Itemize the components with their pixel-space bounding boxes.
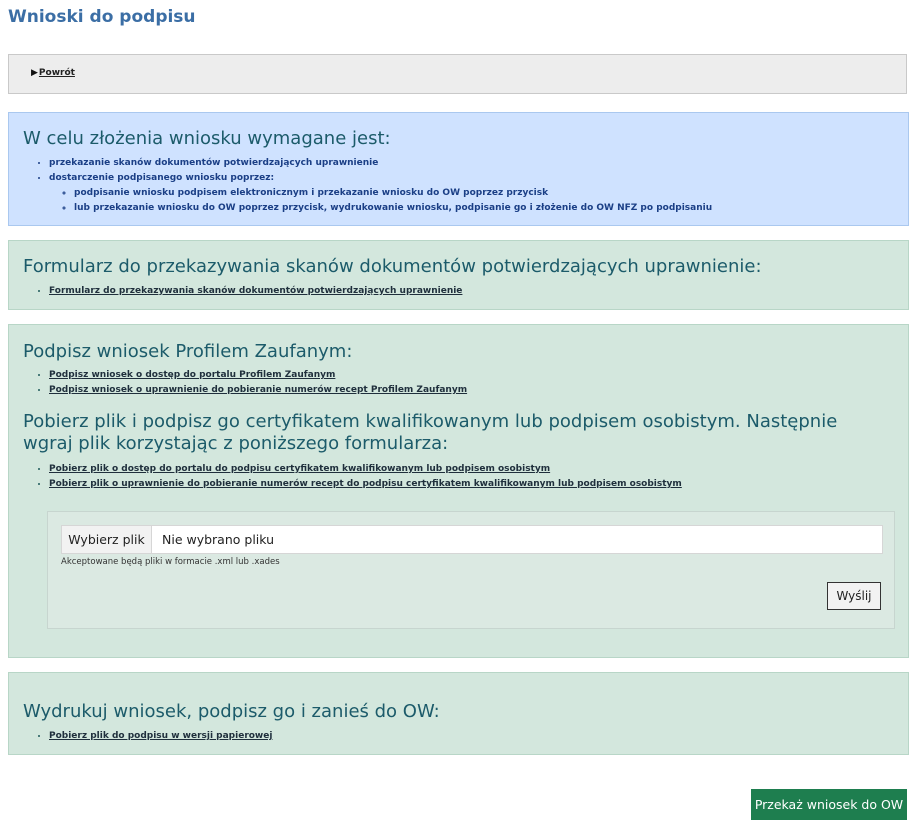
trusted-profile-portal-link[interactable]: Podpisz wniosek o dostęp do portalu Profilem Zaufanym <box>49 370 336 380</box>
list-item: • przekazanie skanów dokumentów potwierdzających uprawnienie <box>49 156 712 171</box>
file-format-hint: Akceptowane będą pliki w formacie .xml lub .xades <box>61 557 280 567</box>
requirements-panel <box>8 112 909 226</box>
choose-file-button[interactable]: Wybierz plik <box>62 526 152 553</box>
paper-links <box>23 729 272 744</box>
scan-form-link[interactable]: Formularz do przekazywania skanów dokumentów potwierdzających uprawnienie <box>49 286 463 296</box>
send-button[interactable]: Wyślij <box>827 582 881 610</box>
paper-heading: Wydrukuj wniosek, podpisz go i zanieś do OW: <box>23 701 440 722</box>
requirements-list <box>23 156 712 216</box>
list-item <box>49 171 712 216</box>
trusted-profile-heading: Podpisz wniosek Profilem Zaufanym: <box>23 341 353 362</box>
list-item <box>49 462 682 477</box>
certificate-links <box>23 462 682 492</box>
selected-file-name: Nie wybrano pliku <box>162 532 275 547</box>
signing-panel <box>8 324 909 658</box>
back-link-label: Powrót <box>38 68 75 78</box>
requirements-sublist <box>49 186 712 216</box>
certificate-heading: Pobierz plik i podpisz go certyfikatem kwalifikowanym lub podpisem osobistym. Następnie wgraj plik korzystając z poniższego formularza: <box>23 411 838 454</box>
list-item <box>49 729 272 744</box>
back-bar <box>8 54 907 94</box>
file-input[interactable] <box>61 525 883 554</box>
list-item: ◦ podpisanie wniosku podpisem elektronicznym i przekazanie wniosku do OW poprzez przycisk <box>74 186 712 201</box>
scan-form-heading: Formularz do przekazywania skanów dokumentów potwierdzających uprawnienie: <box>23 256 762 277</box>
scan-form-links <box>23 284 462 299</box>
list-item <box>49 477 682 492</box>
list-item <box>49 368 467 383</box>
certificate-prescriptions-link[interactable]: Pobierz plik o uprawnienie do pobieranie numerów recept do podpisu certyfikatem kwalifikowanym lub podpisem osobistym <box>49 479 682 489</box>
certificate-portal-link[interactable]: Pobierz plik o dostęp do portalu do podpisu certyfikatem kwalifikowanym lub podpisem osobistym <box>49 464 551 474</box>
list-item <box>49 284 462 299</box>
list-item: ◦ lub przekazanie wniosku do OW poprzez przycisk, wydrukowanie wniosku, podpisanie go i złożenie do OW NFZ po podpisaniu <box>74 201 712 216</box>
requirements-heading: W celu złożenia wniosku wymagane jest: <box>23 128 391 149</box>
paper-panel <box>8 672 909 755</box>
triangle-right-icon: ▶ <box>31 68 38 78</box>
trusted-profile-links <box>23 368 467 398</box>
page-title: Wnioski do podpisu <box>8 7 196 27</box>
list-item-label: dostarczenie podpisanego wniosku poprzez: <box>49 173 275 183</box>
back-link[interactable] <box>31 68 75 78</box>
scan-form-panel <box>8 240 909 310</box>
submit-to-ow-button[interactable]: Przekaż wniosek do OW <box>751 789 907 820</box>
trusted-profile-prescriptions-link[interactable]: Podpisz wniosek o uprawnienie do pobieranie numerów recept Profilem Zaufanym <box>49 385 468 395</box>
paper-download-link[interactable]: Pobierz plik do podpisu w wersji papierowej <box>49 731 273 741</box>
list-item <box>49 383 467 398</box>
upload-form <box>47 511 895 629</box>
